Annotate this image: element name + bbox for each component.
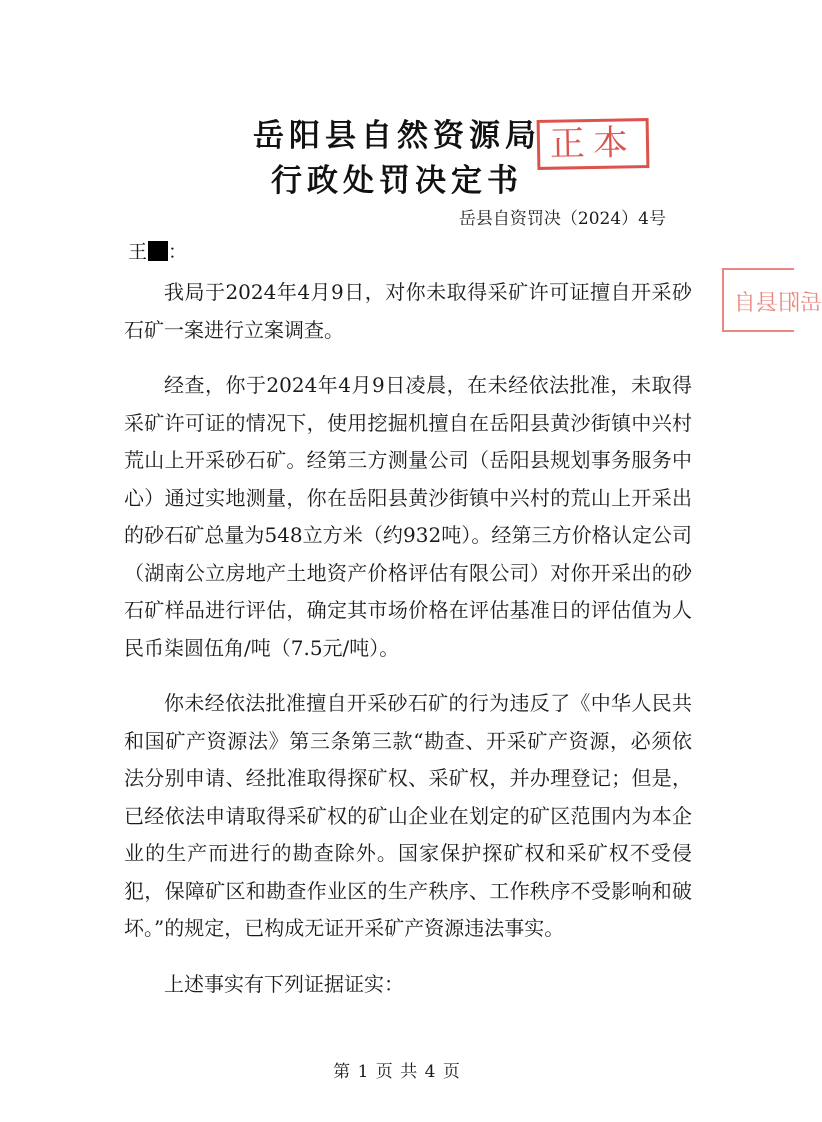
document-number: 岳县自资罚决（2024）4号 bbox=[458, 209, 666, 229]
paragraph-case-filing: 我局于2024年4月9日，对你未取得采矿许可证擅自开采砂石矿一案进行立案调查。 bbox=[124, 280, 692, 342]
redaction-block bbox=[148, 241, 168, 261]
paragraph-violation: 你未经依法批准擅自开采砂石矿的行为违反了《中华人民共和国矿产资源法》第三条第三款“勘查、开采矿产资源，必须依法分别申请、经批准取得探矿权、采矿权，并办理登记；但是，已经依法申请取得采矿权的矿山企业在划定的矿区范围内为本企业的生产而进行的勘查除外。国家保护探矿权和采矿权不受侵犯，保障矿区和勘查作业区的生产秩序、工作秩序不受影响和破坏。”的规定，已构成无证开采矿产资源违法事实。 bbox=[124, 691, 692, 940]
original-copy-stamp: 正本 bbox=[537, 118, 650, 170]
document-title-type: 行政处罚决定书 bbox=[271, 163, 523, 199]
paragraph-findings: 经查，你于2024年4月9日凌晨，在未经依法批准，未取得采矿许可证的情况下，使用挖掘机擅自在岳阳县黄沙街镇中兴村荒山上开采砂石矿。经第三方测量公司（岳阳县规划事务服务中心）通过实地测量，你在岳阳县黄沙街镇中兴村的荒山上开采出的砂石矿总量为548立方米（约932吨）。经第三方价格认定公司（湖南公立房地产土地资产价格评估有限公司）对你开采出的砂石矿样品进行评估，确定其市场价格在评估基准日的评估值为人民币柒圆伍角/吨（7.5元/吨）。 bbox=[124, 373, 692, 660]
addressee: 王 ： bbox=[128, 241, 188, 263]
document-body bbox=[124, 274, 692, 1021]
side-seal-stamp bbox=[722, 268, 822, 332]
page-number: 第 1 页 共 4 页 bbox=[333, 1062, 461, 1082]
side-seal-text: 岳阳县自 bbox=[734, 291, 822, 316]
document-title-agency: 岳阳县自然资源局 bbox=[253, 118, 541, 154]
addressee-name: 王 bbox=[128, 241, 148, 263]
paragraph-evidence-intro: 上述事实有下列证据证实： bbox=[164, 971, 404, 996]
